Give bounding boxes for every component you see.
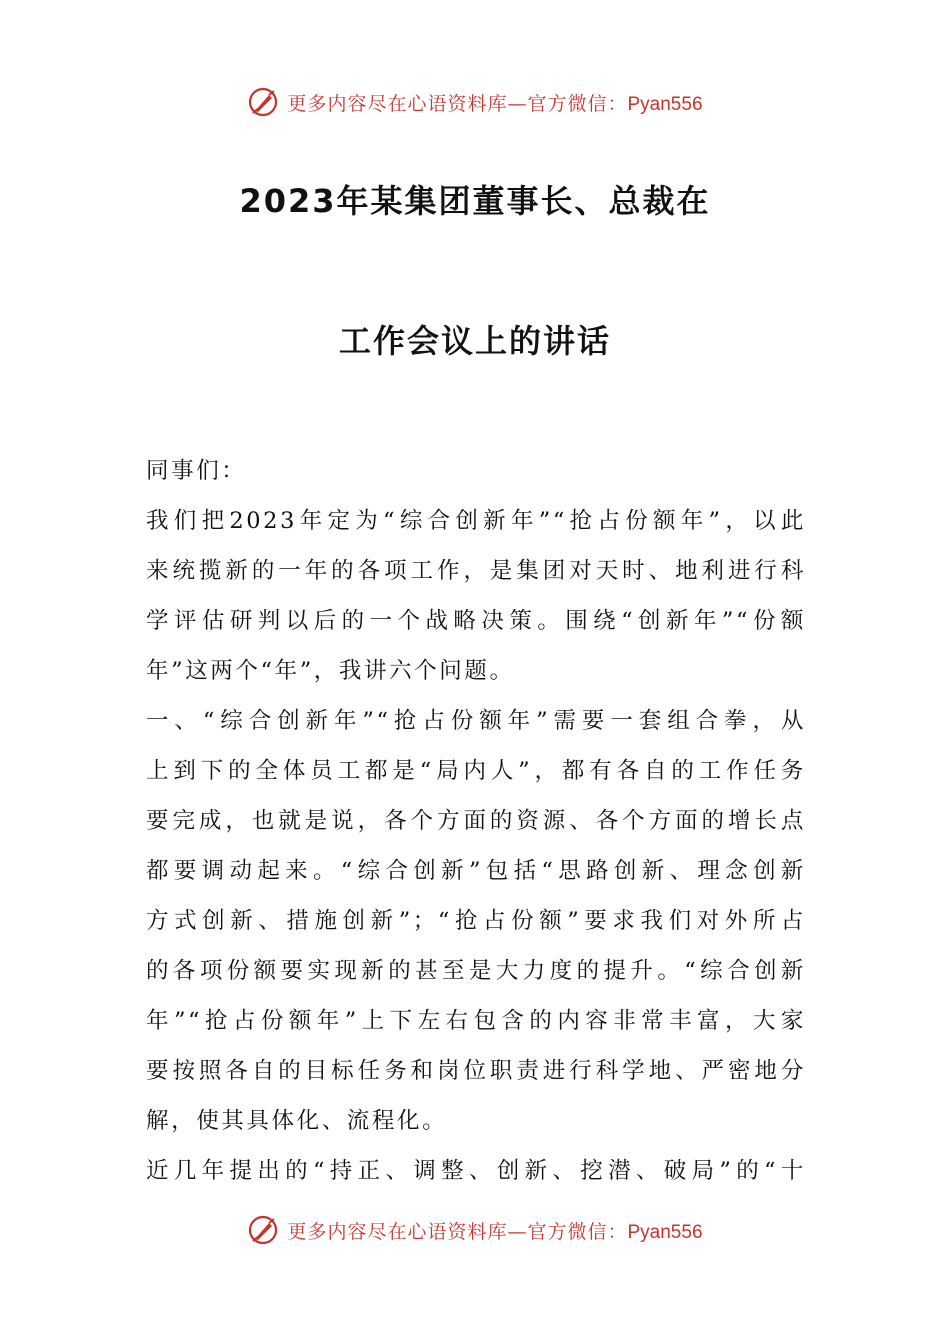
body-line: 解，使其具体化、流程化。 — [146, 1108, 448, 1134]
body-line: 上到下的全体员工都是“局内人”，都有各自的工作任务 — [146, 758, 806, 784]
watermark-wechat-id: Pyan556 — [627, 1221, 703, 1243]
body-line: 我们把2023年定为“综合创新年”“抢占份额年”，以此 — [146, 508, 806, 534]
watermark-footer — [0, 1210, 950, 1250]
body-line: 方式创新、措施创新”；“抢占份额”要求我们对外所占 — [146, 908, 806, 934]
document-title-line-2: 工作会议上的讲话 — [338, 322, 611, 360]
body-line: 学评估研判以后的一个战略决策。围绕“创新年”“份额 — [146, 608, 806, 634]
body-line: 年”这两个“年”，我讲六个问题。 — [146, 658, 515, 684]
watermark-wechat-id: Pyan556 — [627, 93, 703, 115]
body-line: 要按照各自的目标任务和岗位职责进行科学地、严密地分 — [146, 1058, 806, 1084]
body-line: 要完成，也就是说，各个方面的资源、各个方面的增长点 — [146, 808, 806, 834]
body-line: 一、“综合创新年”“抢占份额年”需要一套组合拳，从 — [146, 708, 806, 734]
body-line: 的各项份额要实现新的甚至是大力度的提升。“综合创新 — [146, 958, 806, 984]
body-line: 来统揽新的一年的各项工作，是集团对天时、地利进行科 — [146, 558, 806, 584]
watermark-header — [0, 82, 950, 122]
watermark-text-cn: 更多内容尽在心语资料库—官方微信： — [287, 1220, 628, 1243]
salutation: 同事们： — [146, 458, 247, 484]
document-title-line-1: 2023年某集团董事长、总裁在 — [239, 182, 711, 220]
body-line: 都要调动起来。“综合创新”包括“思路创新、理念创新 — [146, 858, 806, 884]
watermark-text-cn: 更多内容尽在心语资料库—官方微信： — [287, 92, 628, 115]
body-line: 年”“抢占份额年”上下左右包含的内容非常丰富，大家 — [146, 1008, 806, 1034]
watermark-text — [287, 1217, 702, 1244]
document-body — [146, 446, 806, 1196]
quill-pen-icon — [247, 86, 279, 118]
watermark-text — [287, 89, 702, 116]
body-line: 近几年提出的“持正、调整、创新、挖潜、破局”的“十 — [146, 1158, 806, 1184]
quill-pen-icon — [247, 1214, 279, 1246]
